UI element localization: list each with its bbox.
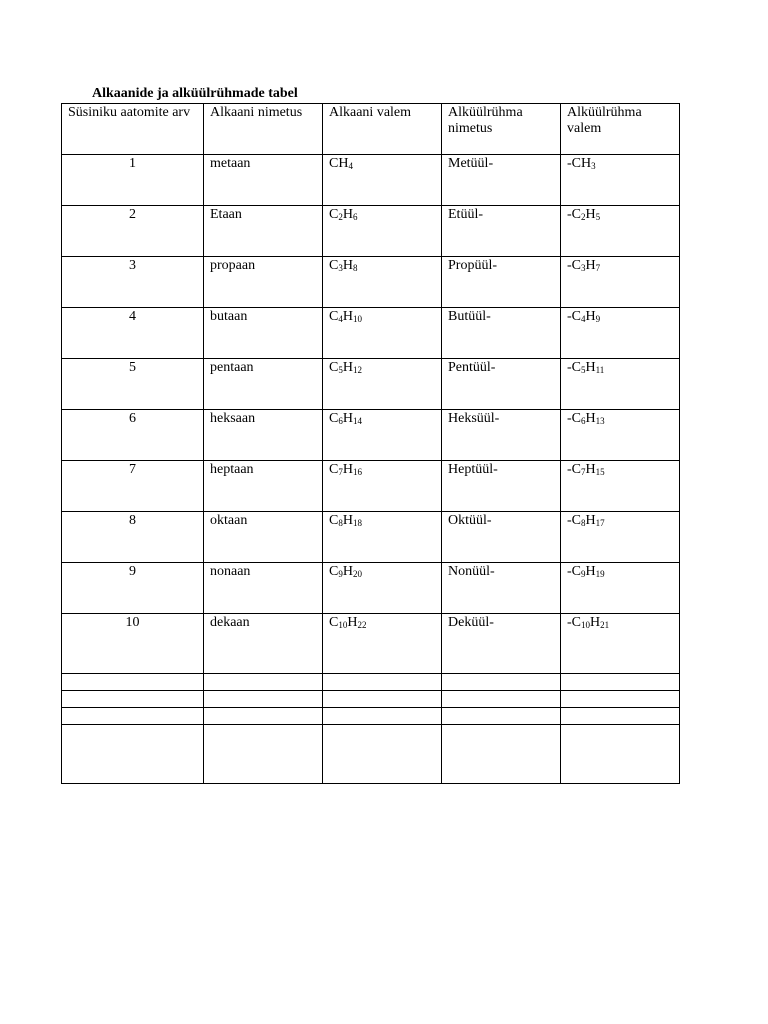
alkane-name-cell: nonaan [204,563,323,614]
alkane-formula-cell: $C_4H_{10}$ [323,308,442,359]
empty-cell [323,691,442,708]
alkyl-name-cell: Pentüül- [442,359,561,410]
alkane-formula-cell: $C_3H_8$ [323,257,442,308]
alkyl-name-cell: Metüül- [442,155,561,206]
empty-cell [561,674,680,691]
alkane-formula-cell: $C_7H_{16}$ [323,461,442,512]
empty-table-row [62,691,680,708]
alkyl-formula-cell: $-C_9H_{19}$ [561,563,680,614]
alkyl-name-cell: Oktüül- [442,512,561,563]
empty-cell [204,708,323,725]
alkane-name-cell: oktaan [204,512,323,563]
table-row [62,461,680,512]
alkane-name-cell: heksaan [204,410,323,461]
empty-cell [62,708,204,725]
table-row [62,206,680,257]
empty-cell [204,674,323,691]
alkane-name-cell: heptaan [204,461,323,512]
empty-table-row [62,674,680,691]
empty-cell [323,708,442,725]
alkyl-formula-cell: $-C_8H_{17}$ [561,512,680,563]
empty-cell [204,691,323,708]
table-row [62,410,680,461]
header-alkyl-name: Alküülrühma nimetus [442,104,561,155]
alkane-formula-cell: $C_2H_6$ [323,206,442,257]
table-row [62,155,680,206]
alkyl-formula-cell: $-C_{10}H_{21}$ [561,614,680,674]
empty-cell [62,691,204,708]
table-row [62,359,680,410]
alkyl-name-cell: Nonüül- [442,563,561,614]
table-row [62,563,680,614]
alkyl-formula-cell: $-C_7H_{15}$ [561,461,680,512]
alkane-name-cell: pentaan [204,359,323,410]
alkane-formula-cell: $C_{10}H_{22}$ [323,614,442,674]
carbon-count-cell: 8 [62,512,204,563]
alkane-name-cell: propaan [204,257,323,308]
alkane-formula-cell: $C_8H_{18}$ [323,512,442,563]
alkyl-name-cell: Heksüül- [442,410,561,461]
alkane-table [61,103,680,784]
carbon-count-cell: 9 [62,563,204,614]
carbon-count-cell: 1 [62,155,204,206]
table-row [62,257,680,308]
table-row [62,512,680,563]
alkyl-formula-cell: $-C_6H_{13}$ [561,410,680,461]
carbon-count-cell: 4 [62,308,204,359]
alkyl-formula-cell: $-CH_3$ [561,155,680,206]
alkane-name-cell: Etaan [204,206,323,257]
header-row [62,104,680,155]
header-carbon-count: Süsiniku aatomite arv [62,104,204,155]
empty-cell [323,674,442,691]
carbon-count-cell: 3 [62,257,204,308]
carbon-count-cell: 10 [62,614,204,674]
empty-cell [323,725,442,784]
empty-cell [442,708,561,725]
alkane-name-cell: dekaan [204,614,323,674]
table-row [62,308,680,359]
alkane-name-cell: metaan [204,155,323,206]
alkane-formula-cell: $C_9H_{20}$ [323,563,442,614]
empty-cell [62,725,204,784]
carbon-count-cell: 7 [62,461,204,512]
empty-table-row [62,708,680,725]
header-alkane-formula: Alkaani valem [323,104,442,155]
empty-cell [62,674,204,691]
empty-cell [561,725,680,784]
alkane-name-cell: butaan [204,308,323,359]
alkyl-formula-cell: $-C_4H_9$ [561,308,680,359]
alkyl-formula-cell: $-C_3H_7$ [561,257,680,308]
alkane-formula-cell: $CH_4$ [323,155,442,206]
table-row [62,614,680,674]
alkyl-name-cell: Butüül- [442,308,561,359]
header-alkane-name: Alkaani nimetus [204,104,323,155]
table-title: Alkaanide ja alküülrühmade tabel [92,86,298,101]
alkyl-formula-cell: $-C_2H_5$ [561,206,680,257]
alkane-formula-cell: $C_5H_{12}$ [323,359,442,410]
empty-table-row [62,725,680,784]
alkyl-name-cell: Heptüül- [442,461,561,512]
empty-cell [204,725,323,784]
alkyl-formula-cell: $-C_5H_{11}$ [561,359,680,410]
empty-cell [442,725,561,784]
alkane-formula-cell: $C_6H_{14}$ [323,410,442,461]
alkyl-name-cell: Propüül- [442,257,561,308]
empty-cell [561,691,680,708]
carbon-count-cell: 6 [62,410,204,461]
carbon-count-cell: 2 [62,206,204,257]
alkyl-name-cell: Etüül- [442,206,561,257]
alkyl-name-cell: Deküül- [442,614,561,674]
empty-cell [442,674,561,691]
carbon-count-cell: 5 [62,359,204,410]
empty-cell [561,708,680,725]
header-alkyl-formula: Alküülrühma valem [561,104,680,155]
empty-cell [442,691,561,708]
